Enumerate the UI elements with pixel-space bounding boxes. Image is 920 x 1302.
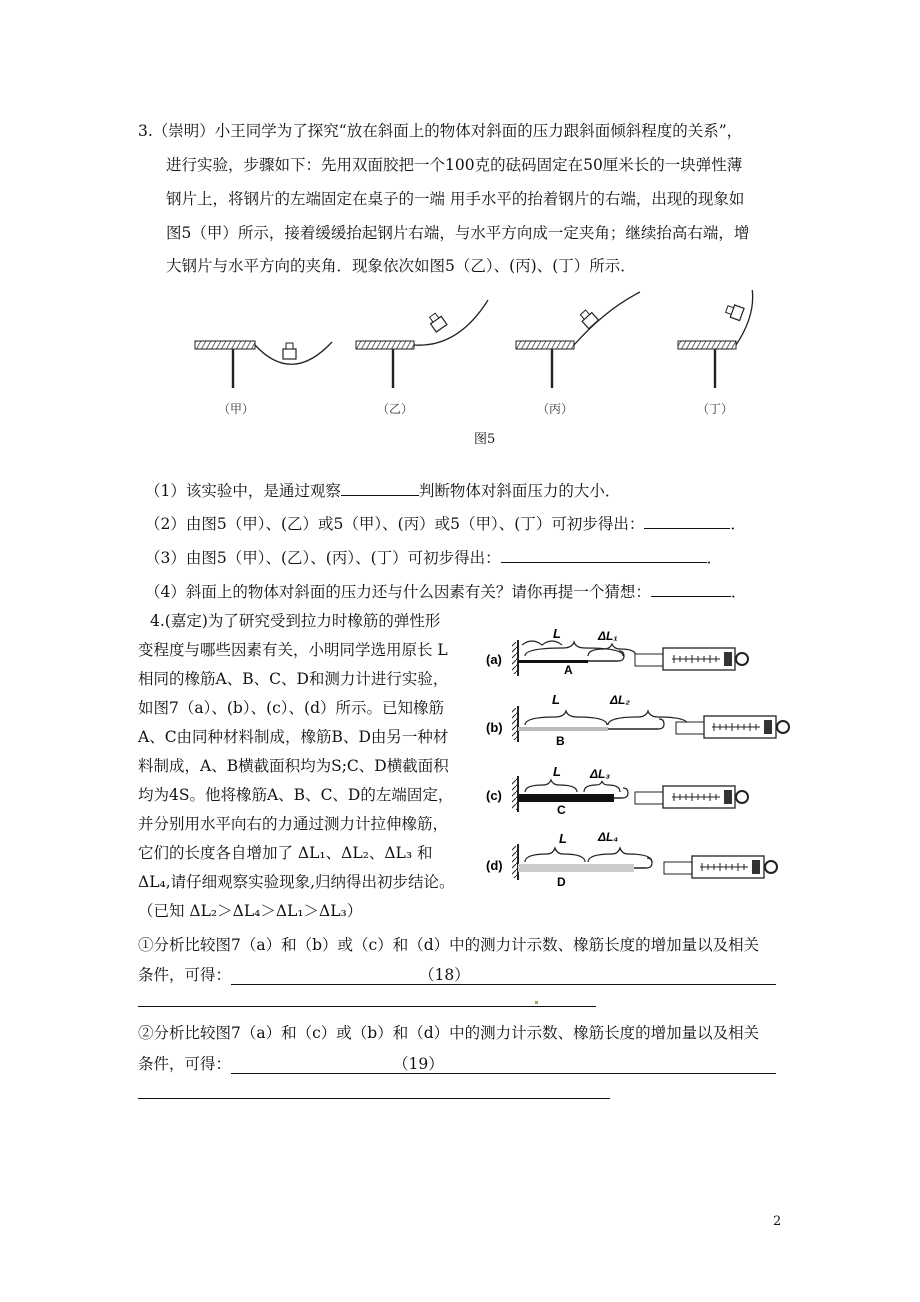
delta-label-d: ΔL₄ — [598, 830, 619, 844]
q3-sub-4-period: ． — [730, 583, 747, 601]
label-d: (d) — [486, 858, 503, 873]
length-label-d: L — [559, 831, 567, 846]
q4-line-10: ΔL₄,请仔细观察实验现象,归纳得出初步结论。 — [138, 873, 455, 891]
q4-line-5: A、C由同种材料制成，橡筋B、D由另一种材 — [138, 728, 449, 746]
q4-line-1: 4.(嘉定)为了研究受到拉力时橡筋的弹性形 — [150, 612, 441, 630]
q4-sub-2-answer-blank[interactable] — [231, 1057, 776, 1074]
q3-line-1: 3.（崇明）小王同学为了探究“放在斜面上的物体对斜面的压力跟斜面倾斜程度的关系”， — [138, 122, 743, 140]
length-label-a: L — [553, 626, 561, 641]
q3-sub-1-text-b: 判断物体对斜面压力的大小． — [418, 482, 621, 500]
stray-mark — [535, 1001, 538, 1004]
fig-caption-ding: （丁） — [697, 402, 734, 416]
q4-sub-2-label: 条件，可得： — [138, 1055, 232, 1073]
row-b — [486, 692, 789, 748]
q4-sub-1-line-1: ①分析比较图7（a）和（b）或（c）和（d）中的测力计示数、橡筋长度的增加量以及相关 — [138, 936, 760, 954]
q3-sub-2-period: ． — [730, 515, 746, 533]
q3-sub-2 — [145, 514, 746, 533]
fig-caption-bing: （丙） — [537, 402, 574, 416]
q4-sub-2-line-2 — [138, 1057, 776, 1074]
delta-label-c: ΔL₃ — [590, 767, 611, 781]
q4-sub-1-blank-number: （18） — [419, 966, 470, 984]
q4-sub-2-line-1: ②分析比较图7（a）和（c）或（b）和（d）中的测力计示数、橡筋长度的增加量以及相关 — [138, 1024, 760, 1042]
band-label-c: C — [557, 803, 566, 817]
length-label-c: L — [553, 764, 561, 779]
q4-line-9: 它们的长度各自增加了 ΔL₁、ΔL₂、ΔL₃ 和 — [138, 844, 433, 862]
figure-5 — [180, 290, 770, 420]
q3-sub-4-text: （4）斜面上的物体对斜面的压力还与什么因素有关？请你再提一个猜想： — [145, 583, 651, 601]
q4-line-8: 并分别用水平向右的力通过测力计拉伸橡筋， — [138, 815, 449, 833]
band-label-b: B — [556, 734, 565, 748]
delta-label-a: ΔL₁ — [598, 629, 618, 643]
row-c — [486, 764, 748, 817]
q4-sub-2-blank-number: （19） — [393, 1055, 444, 1073]
q3-line-2: 进行实验，步骤如下：先用双面胶把一个100克的砝码固定在50厘米长的一块弹性薄 — [166, 156, 743, 174]
q4-sub-2-answer-line-2[interactable] — [138, 1098, 610, 1099]
fig-caption-yi: （乙） — [377, 402, 414, 416]
length-label-b: L — [552, 692, 560, 707]
label-c: (c) — [486, 788, 502, 803]
q4-line-4: 如图7（a）、(b）、(c）、(d）所示。已知橡筋 — [138, 699, 445, 717]
q3-sub-2-text: （2）由图5（甲）、(乙）或5（甲）、(丙）或5（甲）、(丁）可初步得出： — [145, 515, 645, 533]
q3-line-3: 钢片上，将钢片的左端固定在桌子的一端 用手水平的抬着钢片的右端，出现的现象如 — [166, 190, 745, 208]
q4-line-11: （已知 ΔL₂＞ΔL₄＞ΔL₁＞ΔL₃） — [138, 902, 363, 920]
setup-bing — [516, 292, 640, 388]
band-label-d: D — [557, 875, 566, 889]
q3-sub-1-text-a: （1）该实验中，是通过观察 — [145, 482, 341, 500]
q3-line-5: 大钢片与水平方向的夹角．现象依次如图5（乙）、(丙)、(丁）所示． — [166, 257, 636, 275]
figure-5-title: 图5 — [474, 432, 496, 447]
q4-line-2: 变程度与哪些因素有关，小明同学选用原长 L — [138, 641, 448, 659]
q3-sub-4-blank[interactable] — [651, 582, 731, 597]
q4-line-7: 均为4S。他将橡筋A、B、C、D的左端固定， — [138, 786, 454, 804]
setup-ding — [678, 290, 753, 388]
q3-sub-1-blank[interactable] — [341, 481, 419, 496]
q3-sub-2-blank[interactable] — [644, 514, 730, 529]
q3-line-4: 图5（甲）所示，接着缓缓抬起钢片右端，与水平方向成一定夹角；继续抬高右端，增 — [166, 224, 750, 242]
q4-line-6: 料制成，A、B横截面积均为S;C、D横截面积 — [138, 757, 449, 775]
setup-yi — [356, 300, 488, 388]
setup-jia — [195, 341, 332, 388]
q4-sub-1-line-2 — [138, 968, 776, 985]
q3-sub-4 — [145, 582, 746, 601]
page-number: 2 — [773, 1214, 782, 1229]
band-label-a: A — [564, 663, 573, 677]
label-a: (a) — [486, 652, 502, 667]
row-a — [486, 626, 748, 677]
fig-caption-jia: （甲） — [218, 402, 255, 416]
q3-sub-3-blank[interactable] — [501, 548, 707, 563]
row-d — [486, 830, 777, 889]
q3-sub-3-period: ． — [706, 549, 723, 567]
q4-sub-1-answer-line-2[interactable] — [138, 1006, 596, 1007]
q3-sub-3 — [145, 548, 722, 567]
q3-sub-3-text: （3）由图5（甲）、(乙）、(丙）、(丁）可初步得出： — [145, 549, 501, 567]
figure-7 — [480, 618, 800, 890]
q4-sub-1-label: 条件，可得： — [138, 966, 232, 984]
delta-label-b: ΔL₂ — [610, 693, 630, 707]
q4-line-3: 相同的橡筋A、B、C、D和测力计进行实验， — [138, 670, 449, 688]
label-b: (b) — [486, 720, 503, 735]
q3-sub-1 — [145, 481, 620, 500]
q4-sub-1-answer-blank[interactable] — [231, 968, 776, 985]
